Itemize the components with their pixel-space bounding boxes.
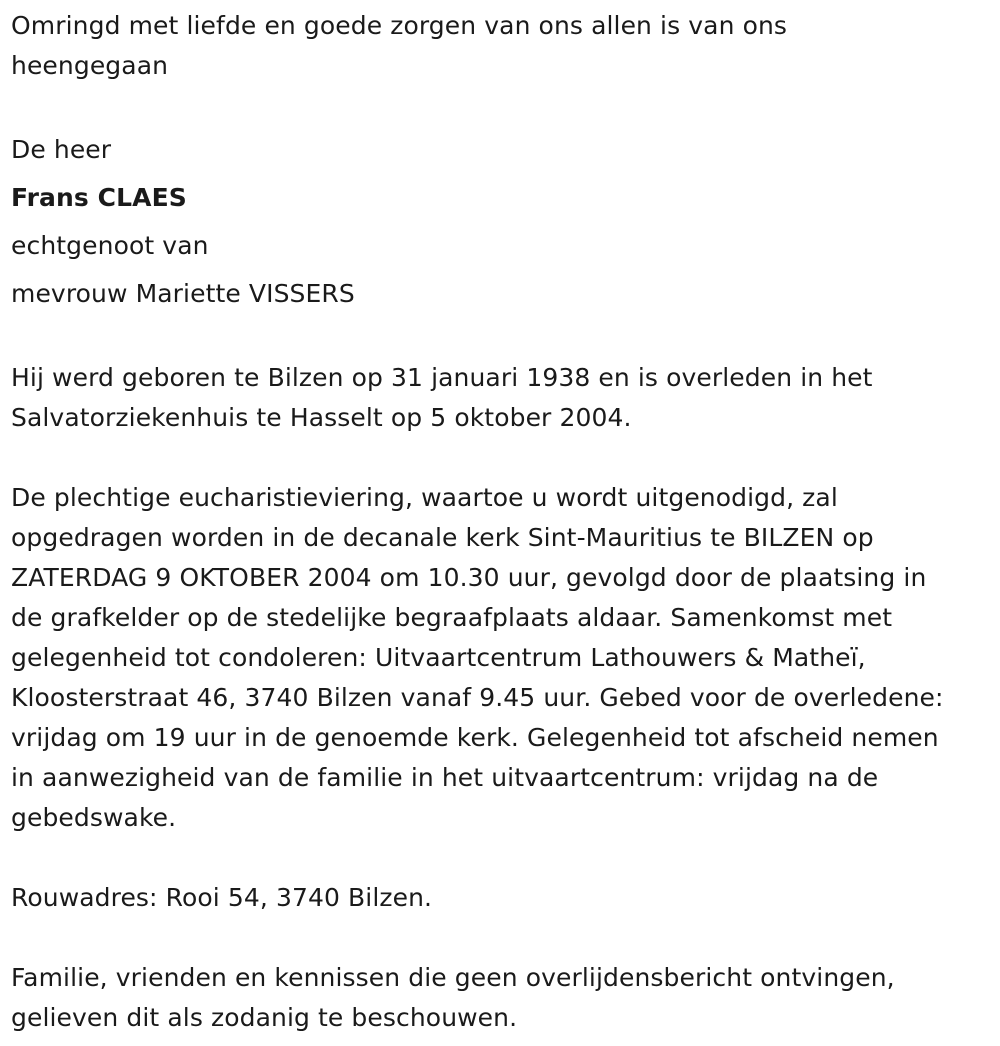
spacer bbox=[11, 438, 1000, 478]
birth-death-text: Hij werd geboren te Bilzen op 31 januari 1938 en is overleden in het Salvatorziekenhuis te Hasselt op 5 oktober 2004. bbox=[11, 363, 873, 432]
spacer bbox=[11, 838, 1000, 878]
intro-text: Omringd met liefde en goede zorgen van ons allen is van ons heengegaan bbox=[11, 11, 788, 80]
mourning-address: Rouwadres: Rooi 54, 3740 Bilzen. bbox=[11, 883, 433, 912]
closing-text: Familie, vrienden en kennissen die geen overlijdensbericht ontvingen, gelieven dit als zodanig te beschouwen. bbox=[11, 963, 895, 1032]
spouse-name: mevrouw Mariette VISSERS bbox=[11, 279, 355, 308]
ceremony-text: De plechtige eucharistieviering, waartoe u wordt uitgenodigd, zal opgedragen worden in de decanale kerk Sint-Mauritius te BILZEN op ZATERDAG 9 OKTOBER 2004 om 10.30 uur, gevolgd door de plaatsing in de grafkelder op de stedelijke begraafplaats aldaar. Samenkomst met gelegenheid tot condoleren: Uitvaartcentrum Lathouwers & Matheï, Kloosterstraat 46, 3740 Bilzen vanaf 9.45 uur. Gebed voor de overledene: vrijdag om 19 uur in de genoemde kerk. Gelegenheid tot afscheid nemen in aanwezigheid van de familie in het uitvaartcentrum: vrijdag na de gebedswake. bbox=[11, 483, 944, 832]
spacer bbox=[11, 86, 1000, 126]
relation-text: echtgenoot van bbox=[11, 231, 209, 260]
spacer bbox=[11, 918, 1000, 958]
salutation: De heer bbox=[11, 135, 112, 164]
spacer bbox=[11, 318, 1000, 358]
deceased-name: Frans CLAES bbox=[11, 183, 187, 212]
